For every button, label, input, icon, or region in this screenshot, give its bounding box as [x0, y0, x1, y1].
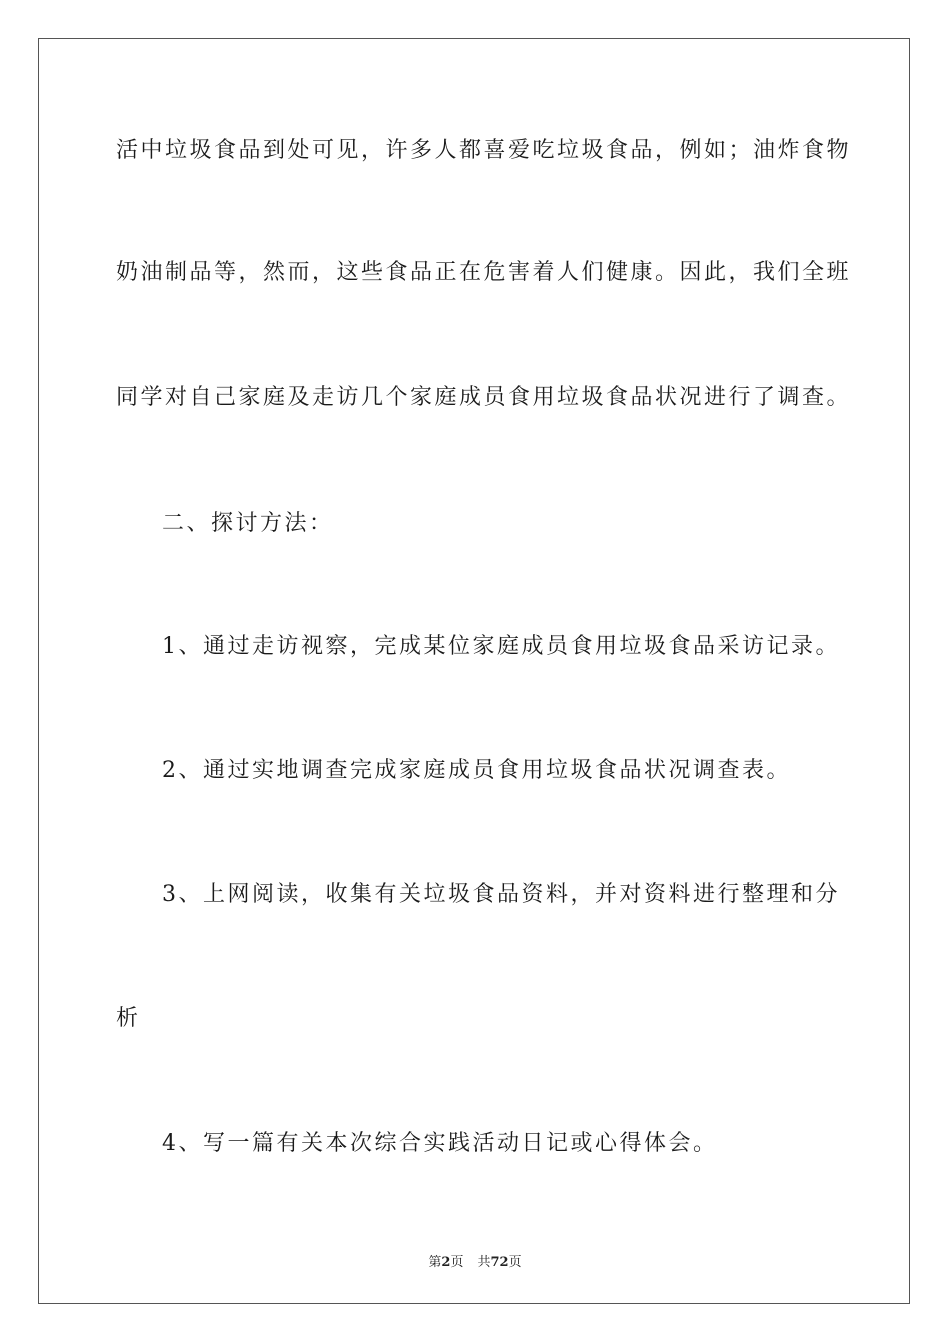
page-number: 2 [441, 1255, 451, 1270]
list-item: 1、通过走访视察，完成某位家庭成员食用垃圾食品采访记录。 [162, 634, 840, 659]
list-item-continuation: 析 [116, 1006, 141, 1031]
total-prefix: 共 [477, 1255, 491, 1270]
total-pages: 72 [490, 1255, 509, 1270]
list-item: 2、通过实地调查完成家庭成员食用垃圾食品状况调查表。 [162, 758, 791, 783]
page-suffix: 页 [450, 1255, 464, 1270]
list-item: 4、写一篇有关本次综合实践活动日记或心得体会。 [162, 1131, 718, 1156]
page-footer [0, 1251, 950, 1270]
page-border [38, 38, 910, 1304]
list-item: 3、上网阅读，收集有关垃圾食品资料，并对资料进行整理和分 [162, 882, 840, 907]
paragraph-line: 同学对自己家庭及走访几个家庭成员食用垃圾食品状况进行了调查。 [116, 385, 852, 410]
page-prefix: 第 [428, 1255, 442, 1270]
paragraph-line: 奶油制品等，然而，这些食品正在危害着人们健康。因此，我们全班 [116, 260, 852, 285]
paragraph-line: 活中垃圾食品到处可见，许多人都喜爱吃垃圾食品，例如；油炸食物 [116, 138, 852, 163]
total-suffix: 页 [508, 1255, 522, 1270]
section-heading: 二、探讨方法： [162, 511, 334, 536]
